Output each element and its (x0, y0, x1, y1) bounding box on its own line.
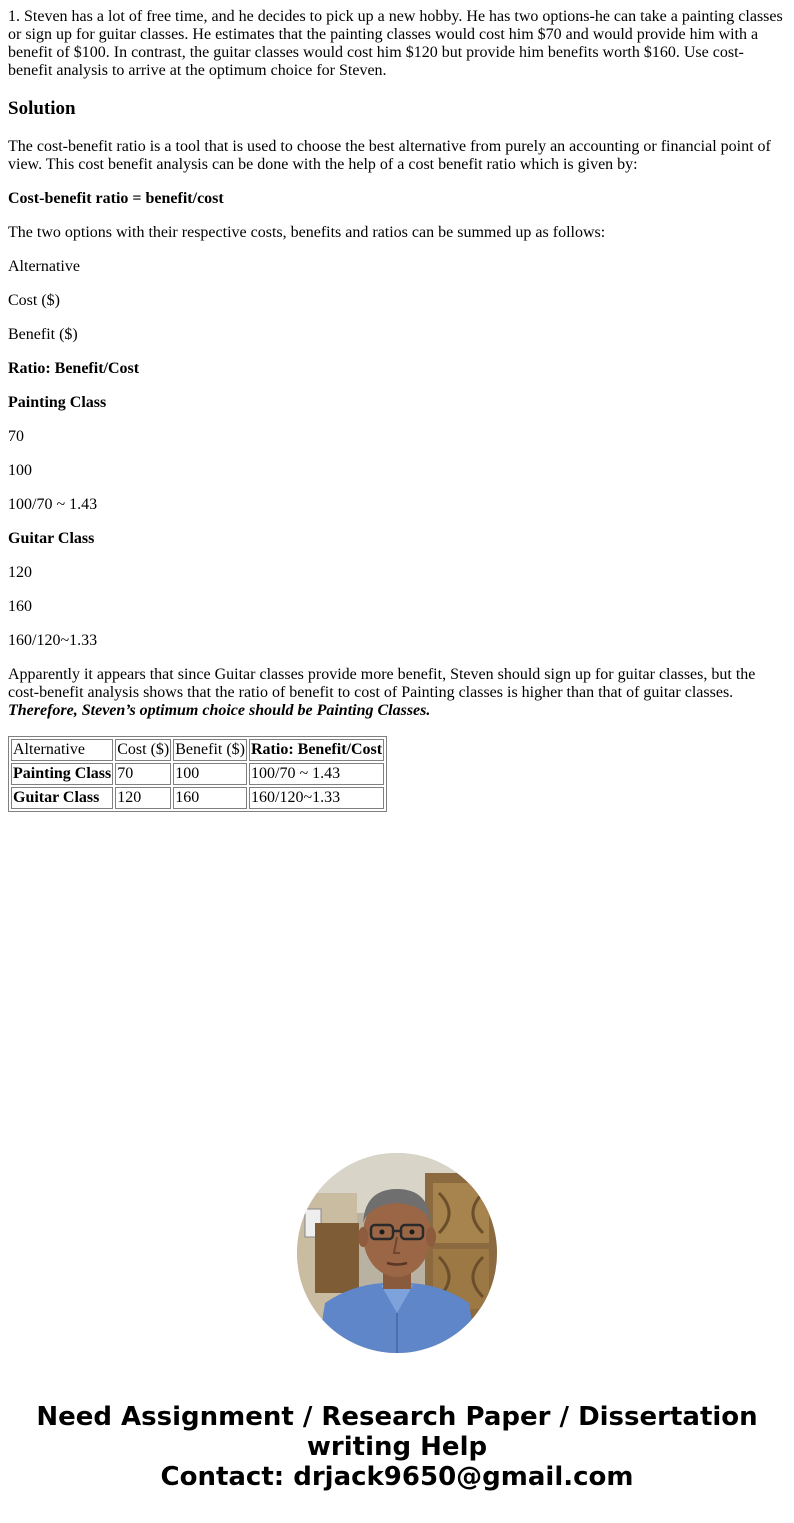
conclusion-paragraph (8, 666, 786, 720)
flat-guitar-cost: 120 (8, 564, 32, 581)
question-text: 1. Steven has a lot of free time, and he decides to pick up a new hobby. He has two options-he can take a painting classes or sign up for guitar classes. He estimates that the painting classes would cost him $70 and would provide him with a benefit of $100. In contrast, the guitar classes would cost him $120 but provide him benefits worth $160. Use cost-benefit analysis to arrive at the optimum choice for Steven. (8, 8, 783, 79)
intro-paragraph: The cost-benefit ratio is a tool that is used to choose the best alternative from purely an accounting or financial point of view. This cost benefit analysis can be done with the help of a cost benefit ratio which is given by: (8, 138, 771, 173)
flat-guitar-benefit: 160 (8, 598, 32, 615)
table-cell: 160/120~1.33 (249, 787, 384, 809)
author-portrait-image (297, 1153, 497, 1353)
document-body (8, 0, 786, 812)
table-header-benefit: Benefit ($) (173, 739, 247, 761)
table-row (11, 763, 384, 785)
flat-header-ratio: Ratio: Benefit/Cost (8, 360, 140, 377)
formula-line: Cost-benefit ratio = benefit/cost (8, 190, 224, 207)
table-cell: 120 (115, 787, 171, 809)
flat-painting-name: Painting Class (8, 394, 107, 411)
flat-header-benefit: Benefit ($) (8, 326, 78, 343)
flat-painting-cost: 70 (8, 428, 24, 445)
flat-painting-ratio: 100/70 ~ 1.43 (8, 496, 98, 513)
conclusion-text: Apparently it appears that since Guitar classes provide more benefit, Steven should sign up for guitar classes, but the cost-benefit analysis shows that the ratio of benefit to cost of Painting classes is higher than that of guitar classes. (8, 666, 756, 701)
table-cell: 70 (115, 763, 171, 785)
table-row (11, 787, 384, 809)
flat-header-alternative: Alternative (8, 258, 80, 275)
table-cell: Guitar Class (11, 787, 113, 809)
table-cell: 160 (173, 787, 247, 809)
flat-guitar-ratio: 160/120~1.33 (8, 632, 98, 649)
table-header-alternative: Alternative (11, 739, 113, 761)
table-header-row (11, 739, 384, 761)
flat-guitar-name: Guitar Class (8, 530, 95, 547)
banner-line-2: writing Help (306, 1432, 488, 1462)
solution-heading: Solution (8, 98, 76, 119)
table-cell: 100/70 ~ 1.43 (249, 763, 384, 785)
author-avatar (297, 1153, 497, 1353)
contact-banner (0, 1402, 794, 1492)
summary-intro: The two options with their respective costs, benefits and ratios can be summed up as follows: (8, 224, 606, 241)
flat-header-cost: Cost ($) (8, 292, 60, 309)
summary-table (8, 736, 387, 812)
banner-contact-line: Contact: drjack9650@gmail.com (160, 1462, 634, 1492)
table-header-ratio: Ratio: Benefit/Cost (249, 739, 384, 761)
table-cell: Painting Class (11, 763, 113, 785)
flat-painting-benefit: 100 (8, 462, 32, 479)
table-header-cost: Cost ($) (115, 739, 171, 761)
table-cell: 100 (173, 763, 247, 785)
conclusion-emphasis: Therefore, Steven’s optimum choice should be Painting Classes. (8, 702, 431, 719)
banner-line-1: Need Assignment / Research Paper / Dissertation (36, 1402, 758, 1432)
